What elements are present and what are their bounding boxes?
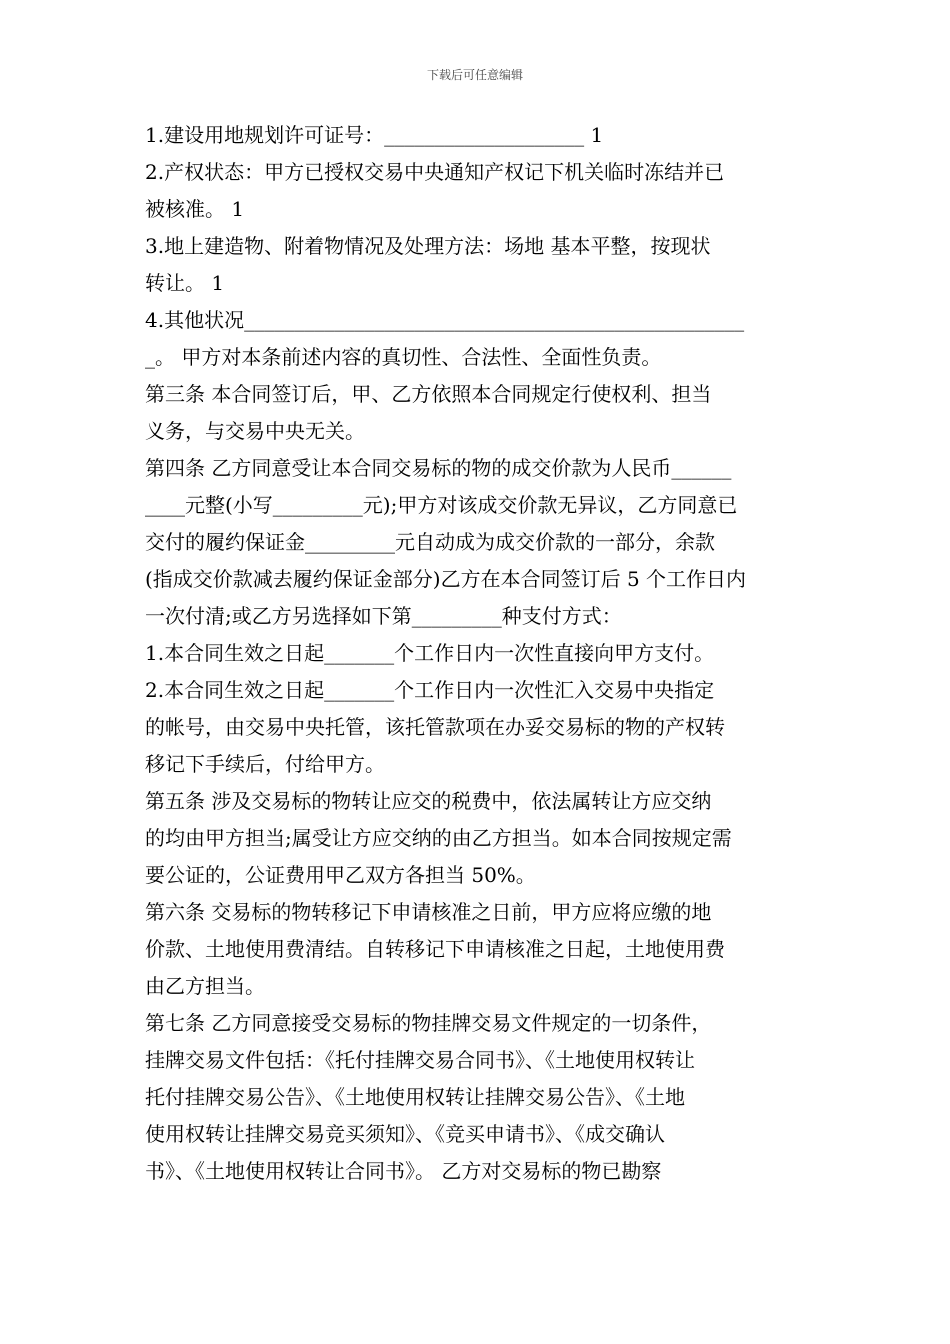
body-line: 交付的履约保证金_________元自动成为成交价款的一部分，余款: [145, 530, 715, 554]
body-line: 2.本合同生效之日起_______个工作日内一次性汇入交易中央指定: [145, 678, 715, 702]
body-line: 2.产权状态：甲方已授权交易中央通知产权记下机关临时冻结并已: [145, 160, 725, 184]
body-line: _。 甲方对本条前述内容的真切性、合法性、全面性负责。: [145, 345, 662, 369]
body-line: 价款、土地使用费清结。自转移记下申请核准之日起，土地使用费: [145, 937, 725, 961]
body-line: 书》、《土地使用权转让合同书》。 乙方对交易标的物已勘察: [145, 1159, 662, 1183]
body-line: 第四条 乙方同意受让本合同交易标的物的成交价款为人民币______: [145, 456, 732, 480]
document-body: [145, 117, 807, 1190]
body-line: 的均由甲方担当;属受让方应交纳的由乙方担当。如本合同按规定需: [145, 826, 732, 850]
body-line: (指成交价款减去履约保证金部分)乙方在本合同签订后 5 个工作日内: [145, 567, 747, 591]
body-line: 第三条 本合同签订后，甲、乙方依照本合同规定行使权利、担当: [145, 382, 712, 406]
body-line: 要公证的，公证费用甲乙双方各担当 50%。: [145, 863, 536, 887]
body-line: 托付挂牌交易公告》、《土地使用权转让挂牌交易公告》、《土地: [145, 1085, 685, 1109]
body-line: 第六条 交易标的物转移记下申请核准之日前，甲方应将应缴的地: [145, 900, 712, 924]
page-header: 下载后可任意编辑: [426, 68, 523, 82]
body-line: 移记下手续后，付给甲方。: [145, 752, 385, 776]
body-line: 义务，与交易中央无关。: [145, 419, 365, 443]
body-line: ____元整(小写_________元);甲方对该成交价款无异议，乙方同意已: [145, 493, 738, 517]
body-line: 由乙方担当。: [145, 974, 265, 998]
body-line: 一次付清;或乙方另选择如下第_________种支付方式：: [145, 604, 622, 628]
body-line: 转让。 1: [145, 271, 225, 295]
body-line: 第七条 乙方同意接受交易标的物挂牌交易文件规定的一切条件，: [145, 1011, 712, 1035]
body-line: 挂牌交易文件包括：《托付挂牌交易合同书》、《土地使用权转让: [145, 1048, 695, 1072]
body-line: 4.其他状况__________________________________________________: [145, 308, 745, 332]
body-line: 第五条 涉及交易标的物转让应交的税费中，依法属转让方应交纳: [145, 789, 712, 813]
body-line: 被核准。 1: [145, 197, 245, 221]
body-line: 1.本合同生效之日起_______个工作日内一次性直接向甲方支付。: [145, 641, 715, 665]
body-line: 1.建设用地规划许可证号：____________________ 1: [145, 123, 604, 147]
body-line: 使用权转让挂牌交易竞买须知》、《竞买申请书》、《成交确认: [145, 1122, 665, 1146]
body-line: 的帐号，由交易中央托管，该托管款项在办妥交易标的物的产权转: [145, 715, 725, 739]
body-line: 3.地上建造物、附着物情况及处理方法：场地 基本平整，按现状: [145, 234, 711, 258]
